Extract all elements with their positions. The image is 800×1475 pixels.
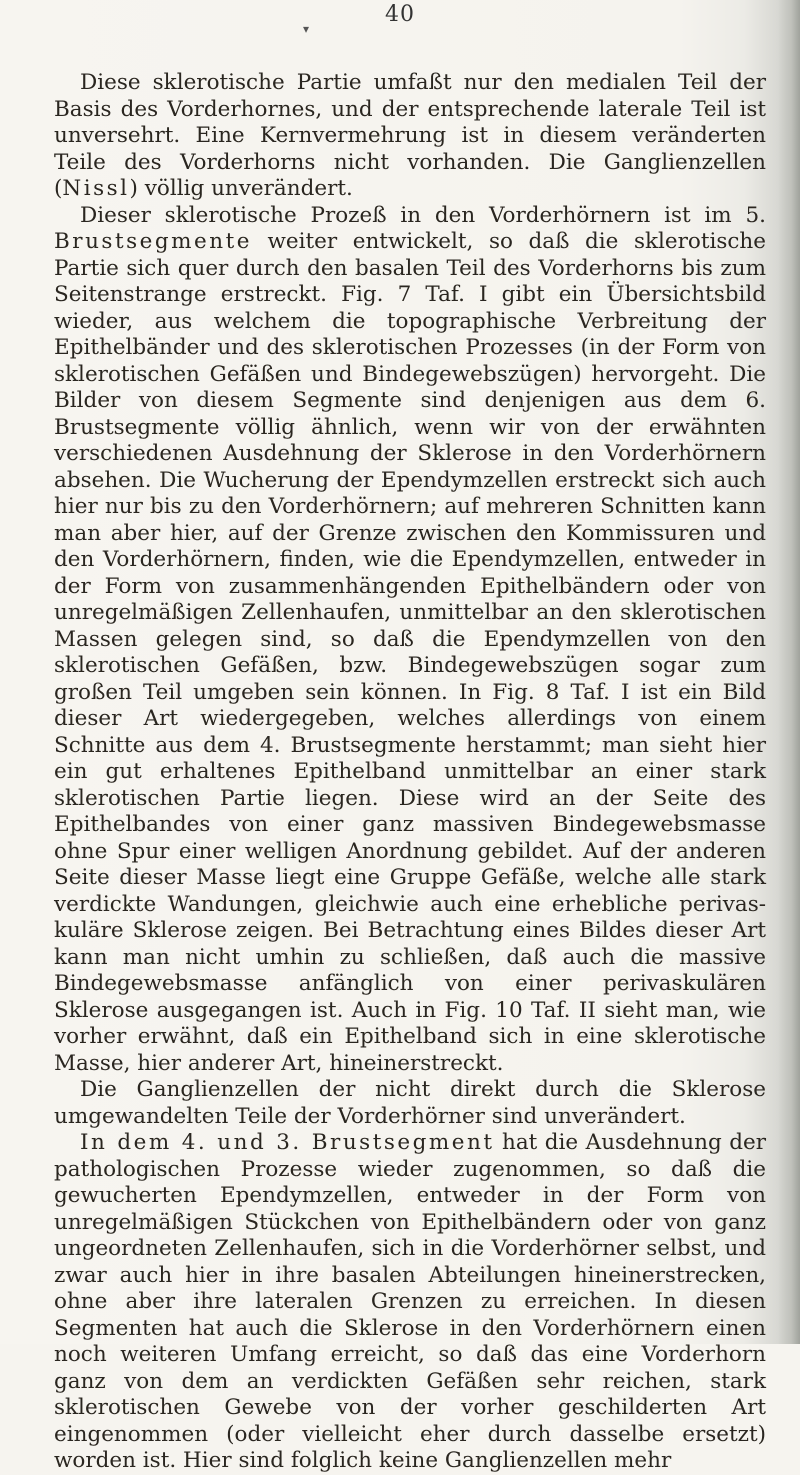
page-edge-shadow (778, 0, 800, 1344)
paragraph (54, 1077, 766, 1130)
text-run: hat die Ausdehnung der pathologischen Prozesse wieder zugenommen, so daß die gewucherten Ependymzellen, entweder in der Form von unregelmäßigen Stückchen von Epithelbändern oder von ganz ungeordneten Zellenhaufen, sich in die Vorderhörner selbst, und zwar auch hier in ihre basalen Abteilungen hineinerstrecken, ohne aber ihre lateralen Grenzen zu erreichen. In diesen Segmenten hat auch die Sklerose in den Vorderhörnern einen noch weiteren Umfang erreicht, so daß das eine Vorderhorn ganz von dem an verdickten Gefäßen sehr reichen, stark sklerotischen Gewebe von der vorher geschilderten Art eingenommen (oder vielleicht eher durch dasselbe ersetzt) worden ist. Hier sind folglich keine Ganglienzellen mehr (54, 1130, 766, 1473)
text-run: Dieser sklerotische Prozeß in den Vorderhörnern ist im 5. (80, 202, 766, 228)
text-run: weiter entwickelt, so daß die sklerotische Partie sich quer durch den basalen Teil des Vorderhorns bis zum Seitenstrange erstreckt. Fig. 7 Taf. I gibt ein Übersichtsbild wieder, aus welchem die topographische Verbreitung der Epithelbänder und des sklerotischen Prozesses (in der Form von sklerotischen Gefäßen und Bindegewebszügen) hervorgeht. Die Bilder von diesem Segmente sind denjenigen aus dem 6. Brustsegmente völlig ähnlich, wenn wir von der erwähnten verschiedenen Ausdehnung der Sklerose in den Vorderhörnern absehen. Die Wucherung der Ependymzellen erstreckt sich auch hier nur bis zu den Vorderhörnern; auf mehreren Schnitten kann man aber hier, auf der Grenze zwischen den Kommissuren und den Vorderhörnern, finden, wie die Ependymzellen, entweder in der Form von zusammenhängenden Epithelbändern oder von unregelmäßigen Zellenhaufen, unmittelbar an den sklerotischen Massen gelegen sind, so daß die Ependymzellen von den sklerotischen Gefäßen, bzw. Bindegewebszügen sogar zum großen Teil umgeben sein können. In Fig. 8 Taf. I ist ein Bild dieser Art wiedergegeben, welches allerdings von einem Schnitte aus dem 4. Brustsegmente herstammt; man sieht hier ein gut erhaltenes Epithelband unmittelbar an einer stark sklerotischen Partie liegen. Diese wird an der Seite des Epithelbandes von einer ganz massiven Bindegewebsmasse ohne Spur einer welligen Anordnung gebildet. Auf der anderen Seite dieser Masse liegt eine Gruppe Gefäße, welche alle stark verdickte Wandungen, gleichwie auch eine erhebliche perivaskuläre Sklerose zeigen. Bei Betrachtung eines Bildes dieser Art kann man nicht umhin zu schließen, daß auch die massive Bindegewebsmasse anfänglich von einer perivaskulären Sklerose ausgegangen ist. Auch in Fig. 10 Taf. II sieht man, wie vorher erwähnt, daß ein Epithelband sich in eine sklerotische Masse, hier anderer Art, hineinerstreckt. (54, 229, 766, 1076)
text-run: Die Ganglienzellen der nicht direkt durch die Sklerose umgewandelten Teile der Vorderhörner sind unverändert. (54, 1077, 766, 1129)
emphasized-text: In dem 4. und 3. Brustsegment (80, 1130, 495, 1155)
text-run: ) völlig unverändert. (129, 176, 353, 201)
print-mark: ▾ (303, 22, 310, 36)
emphasized-text: Brustsegmente (54, 229, 252, 254)
emphasized-text: Nissl (62, 176, 130, 201)
page-number: 40 (385, 2, 415, 27)
paragraph (54, 70, 766, 203)
text-run: Diese sklerotische Partie umfaßt nur den medialen Teil der Basis des Vorderhornes, und der entsprechende laterale Teil ist unversehrt. Eine Kernvermehrung ist in diesem veränderten Teile des Vorderhorns nicht vorhanden. Die Ganglienzellen ( (54, 70, 766, 201)
paragraph (54, 1130, 766, 1475)
body-text (54, 70, 766, 1475)
paragraph (54, 203, 766, 1078)
